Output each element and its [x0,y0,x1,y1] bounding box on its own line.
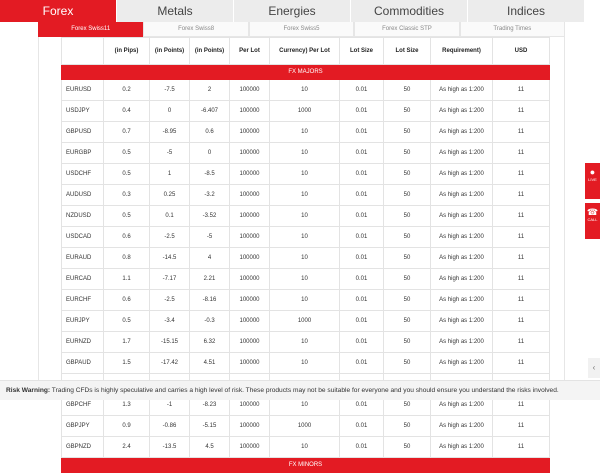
cell-spread: 0.5 [104,311,150,332]
cell-commission: 11 [493,332,550,353]
cell-min-lot: 0.01 [340,206,384,227]
cell-commission: 11 [493,248,550,269]
cell-leverage: As high as 1:200 [431,122,493,143]
risk-warning-label: Risk Warning: [6,387,51,394]
subtab-forex-swiss11[interactable]: Forex Swiss11 [38,22,143,37]
cell-symbol: EURAUD [62,248,104,269]
subtab-forex-classic-stp[interactable]: Forex Classic STP [354,22,459,37]
cell-symbol: USDJPY [62,101,104,122]
cell-commission: 11 [493,290,550,311]
cell-min-lot: 0.01 [340,437,384,458]
cell-contract-size: 100000 [230,395,270,416]
cell-contract-size: 100000 [230,311,270,332]
account-type-tabs [38,22,565,37]
cell-leverage: As high as 1:200 [431,227,493,248]
cell-min-lot: 0.01 [340,101,384,122]
cell-commission: 11 [493,416,550,437]
tab-indices[interactable]: Indices [468,0,585,22]
cell-contract-size: 100000 [230,353,270,374]
cell-swap-short: -0.3 [190,311,230,332]
table-row [62,416,550,437]
header-contract-size: Per Lot [230,38,270,65]
table-header-row [62,38,550,65]
live-chat-button[interactable] [585,163,600,199]
cell-symbol: NZDUSD [62,206,104,227]
cell-leverage: As high as 1:200 [431,143,493,164]
cell-spread: 1.3 [104,395,150,416]
tab-forex[interactable]: Forex [0,0,117,22]
cell-min-lot: 0.01 [340,395,384,416]
table-row [62,332,550,353]
cell-pip-value: 10 [270,227,340,248]
cell-spread: 0.5 [104,143,150,164]
cell-contract-size: 100000 [230,143,270,164]
cell-symbol: GBPAUD [62,353,104,374]
cell-max-lot: 50 [384,395,431,416]
cell-symbol: GBPUSD [62,122,104,143]
cell-pip-value: 10 [270,248,340,269]
section-row-fx-minors [62,458,550,473]
cell-min-lot: 0.01 [340,122,384,143]
cell-commission: 11 [493,143,550,164]
risk-warning-bar [0,380,600,400]
subtab-forex-swiss8[interactable]: Forex Swiss8 [143,22,248,37]
cell-symbol: GBPJPY [62,416,104,437]
cell-swap-long: -2.5 [150,227,190,248]
cell-min-lot: 0.01 [340,164,384,185]
cell-swap-short: 4.51 [190,353,230,374]
cell-symbol: EURCHF [62,290,104,311]
cell-symbol: USDCHF [62,164,104,185]
cell-contract-size: 100000 [230,206,270,227]
cell-spread: 0.3 [104,185,150,206]
cell-max-lot: 50 [384,206,431,227]
cell-swap-long: -0.86 [150,416,190,437]
cell-swap-long: -17.42 [150,353,190,374]
cell-commission: 11 [493,206,550,227]
cell-pip-value: 10 [270,332,340,353]
cell-swap-long: -7.17 [150,269,190,290]
cell-min-lot: 0.01 [340,80,384,101]
cell-swap-short: -8.16 [190,290,230,311]
scroll-to-top-button[interactable] [588,358,600,378]
cell-spread: 0.2 [104,80,150,101]
cell-swap-long: -3.4 [150,311,190,332]
cell-commission: 11 [493,269,550,290]
cell-leverage: As high as 1:200 [431,164,493,185]
table-row [62,290,550,311]
cell-pip-value: 10 [270,269,340,290]
cell-contract-size: 100000 [230,269,270,290]
header-swap-long: (in Points) [150,38,190,65]
cell-spread: 0.7 [104,122,150,143]
cell-symbol: EURJPY [62,311,104,332]
header-symbol [62,38,104,65]
cell-commission: 11 [493,437,550,458]
cell-swap-short: 4 [190,248,230,269]
cell-max-lot: 50 [384,185,431,206]
phone-icon: ☎ [586,207,599,217]
section-label: FX MINORS [62,458,550,473]
cell-pip-value: 10 [270,206,340,227]
cell-pip-value: 10 [270,290,340,311]
cell-swap-long: 0.1 [150,206,190,227]
cell-pip-value: 10 [270,395,340,416]
table-row [62,143,550,164]
cell-max-lot: 50 [384,290,431,311]
cell-swap-long: -7.5 [150,80,190,101]
category-tabs [0,0,585,22]
cell-swap-long: -15.15 [150,332,190,353]
cell-contract-size: 100000 [230,80,270,101]
cell-commission: 11 [493,80,550,101]
cell-max-lot: 50 [384,332,431,353]
cell-leverage: As high as 1:200 [431,80,493,101]
cell-spread: 2.4 [104,437,150,458]
cell-contract-size: 100000 [230,248,270,269]
cell-symbol: GBPNZD [62,437,104,458]
call-button[interactable] [585,203,600,239]
cell-pip-value: 10 [270,143,340,164]
cell-swap-short: 2.21 [190,269,230,290]
cell-spread: 0.9 [104,416,150,437]
header-swap-short: (in Points) [190,38,230,65]
table-row [62,227,550,248]
call-label: CALL [587,217,598,222]
cell-contract-size: 100000 [230,185,270,206]
table-row [62,269,550,290]
cell-leverage: As high as 1:200 [431,353,493,374]
table-row [62,101,550,122]
cell-swap-long: -2.5 [150,290,190,311]
cell-swap-long: 0 [150,101,190,122]
cell-swap-short: 2 [190,80,230,101]
header-min-lot: Lot Size [340,38,384,65]
cell-symbol: AUDUSD [62,185,104,206]
cell-symbol: EURGBP [62,143,104,164]
cell-leverage: As high as 1:200 [431,101,493,122]
subtab-forex-swiss5[interactable]: Forex Swiss5 [249,22,354,37]
cell-min-lot: 0.01 [340,290,384,311]
cell-commission: 11 [493,353,550,374]
cell-commission: 11 [493,122,550,143]
cell-max-lot: 50 [384,164,431,185]
table-row [62,353,550,374]
instrument-table [61,37,550,473]
cell-max-lot: 50 [384,227,431,248]
cell-min-lot: 0.01 [340,185,384,206]
cell-pip-value: 1000 [270,101,340,122]
cell-leverage: As high as 1:200 [431,185,493,206]
cell-spread: 1.7 [104,332,150,353]
table-row [62,437,550,458]
live-chat-label: LIVE [588,177,597,182]
cell-swap-short: -5.15 [190,416,230,437]
cell-symbol: USDCAD [62,227,104,248]
table-row [62,206,550,227]
cell-contract-size: 100000 [230,101,270,122]
cell-min-lot: 0.01 [340,248,384,269]
header-max-lot: Lot Size [384,38,431,65]
cell-symbol: EURNZD [62,332,104,353]
cell-max-lot: 50 [384,437,431,458]
cell-commission: 11 [493,185,550,206]
cell-swap-short: -3.52 [190,206,230,227]
cell-commission: 11 [493,227,550,248]
cell-leverage: As high as 1:200 [431,290,493,311]
cell-leverage: As high as 1:200 [431,311,493,332]
cell-swap-short: -8.5 [190,164,230,185]
table-row [62,122,550,143]
section-label: FX MAJORS [62,65,550,80]
cell-swap-short: 0 [190,143,230,164]
cell-leverage: As high as 1:200 [431,332,493,353]
cell-contract-size: 100000 [230,332,270,353]
cell-max-lot: 50 [384,122,431,143]
cell-max-lot: 50 [384,269,431,290]
cell-symbol: EURUSD [62,80,104,101]
cell-max-lot: 50 [384,416,431,437]
cell-swap-short: 4.5 [190,437,230,458]
cell-leverage: As high as 1:200 [431,437,493,458]
cell-pip-value: 1000 [270,416,340,437]
cell-leverage: As high as 1:200 [431,269,493,290]
cell-spread: 1.1 [104,269,150,290]
tab-energies[interactable]: Energies [234,0,351,22]
cell-pip-value: 10 [270,353,340,374]
header-pip-value: Currency) Per Lot [270,38,340,65]
cell-leverage: As high as 1:200 [431,416,493,437]
cell-min-lot: 0.01 [340,227,384,248]
cell-swap-long: -13.5 [150,437,190,458]
cell-swap-long: -1 [150,395,190,416]
cell-max-lot: 50 [384,143,431,164]
cell-contract-size: 100000 [230,290,270,311]
cell-contract-size: 100000 [230,416,270,437]
table-row [62,185,550,206]
cell-contract-size: 100000 [230,227,270,248]
cell-contract-size: 100000 [230,164,270,185]
cell-spread: 0.4 [104,101,150,122]
cell-swap-short: -3.2 [190,185,230,206]
tab-metals[interactable]: Metals [117,0,234,22]
cell-leverage: As high as 1:200 [431,395,493,416]
chevron-left-icon: ‹ [592,363,596,372]
cell-symbol: GBPCHF [62,395,104,416]
cell-pip-value: 10 [270,164,340,185]
cell-swap-long: -8.95 [150,122,190,143]
cell-commission: 11 [493,164,550,185]
cell-swap-long: 0.25 [150,185,190,206]
cell-pip-value: 10 [270,437,340,458]
cell-min-lot: 0.01 [340,311,384,332]
cell-pip-value: 1000 [270,311,340,332]
table-row [62,248,550,269]
section-row-fx-majors [62,65,550,80]
cell-min-lot: 0.01 [340,353,384,374]
cell-spread: 0.5 [104,164,150,185]
cell-max-lot: 50 [384,80,431,101]
cell-min-lot: 0.01 [340,143,384,164]
cell-spread: 0.8 [104,248,150,269]
cell-max-lot: 50 [384,101,431,122]
chat-bubble-icon: ● [589,167,596,177]
table-row [62,311,550,332]
tab-commodities[interactable]: Commodities [351,0,468,22]
cell-pip-value: 10 [270,80,340,101]
cell-min-lot: 0.01 [340,416,384,437]
cell-commission: 11 [493,101,550,122]
cell-commission: 11 [493,311,550,332]
cell-leverage: As high as 1:200 [431,248,493,269]
header-spread: (in Pips) [104,38,150,65]
header-commission: USD [493,38,550,65]
cell-swap-short: 0.6 [190,122,230,143]
cell-pip-value: 10 [270,122,340,143]
cell-max-lot: 50 [384,311,431,332]
table-row [62,80,550,101]
cell-spread: 0.6 [104,227,150,248]
risk-warning-text: Trading CFDs is highly speculative and carries a high level of risk. These products may not be suitable for everyone and you should ensure you understand the risks involved. [50,387,559,394]
cell-symbol: EURCAD [62,269,104,290]
subtab-trading-times[interactable]: Trading Times [460,22,565,37]
cell-swap-short: 6.32 [190,332,230,353]
cell-swap-short: -6.407 [190,101,230,122]
cell-contract-size: 100000 [230,437,270,458]
cell-spread: 0.5 [104,206,150,227]
cell-swap-short: -8.23 [190,395,230,416]
header-leverage: Requirement) [431,38,493,65]
cell-swap-short: -5 [190,227,230,248]
cell-leverage: As high as 1:200 [431,206,493,227]
cell-min-lot: 0.01 [340,332,384,353]
cell-spread: 1.5 [104,353,150,374]
cell-max-lot: 50 [384,248,431,269]
cell-min-lot: 0.01 [340,269,384,290]
cell-swap-long: 1 [150,164,190,185]
cell-commission: 11 [493,395,550,416]
table-row [62,164,550,185]
cell-max-lot: 50 [384,353,431,374]
cell-pip-value: 10 [270,185,340,206]
cell-swap-long: -14.5 [150,248,190,269]
cell-contract-size: 100000 [230,122,270,143]
cell-swap-long: -5 [150,143,190,164]
cell-spread: 0.6 [104,290,150,311]
